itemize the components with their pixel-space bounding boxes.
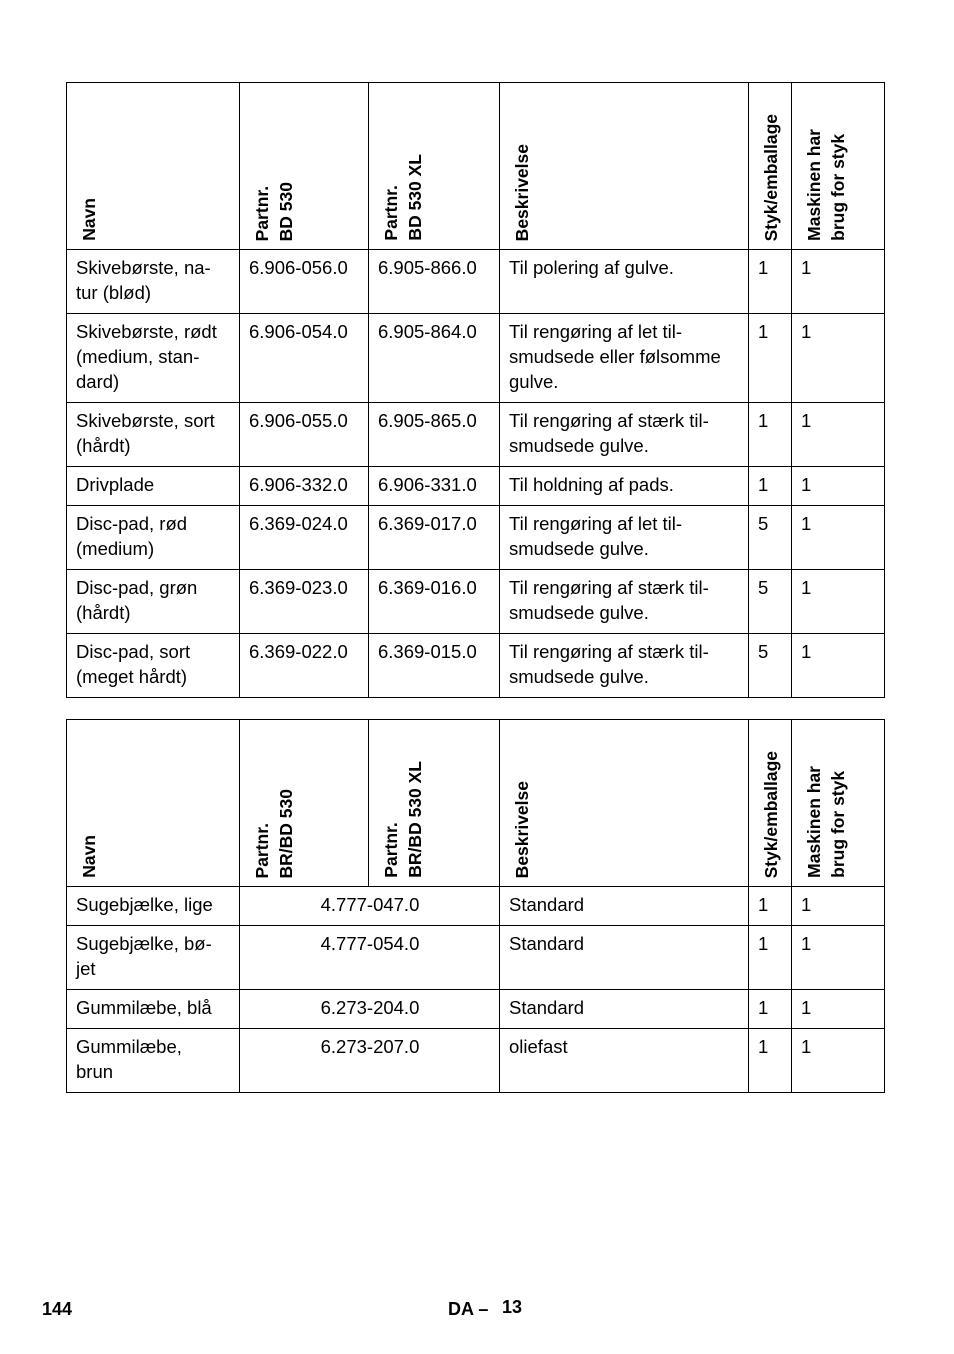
cell-per-pack: 1 [749, 250, 792, 314]
cell-needed: 1 [792, 250, 885, 314]
table-row [67, 403, 885, 467]
cell-description: Til holdning af pads. [500, 467, 749, 506]
cell-name: Gummilæbe, brun [67, 1029, 240, 1093]
cell-description: Standard [500, 926, 749, 990]
header-cell [500, 83, 749, 250]
cell-part-bd530xl: 6.906-331.0 [369, 467, 500, 506]
cell-name: Skivebørste, rødt (medium, stan- dard) [67, 314, 240, 403]
header-cell [749, 83, 792, 250]
cell-per-pack: 1 [749, 926, 792, 990]
table-row [67, 1029, 885, 1093]
cell-per-pack: 5 [749, 570, 792, 634]
cell-part-bd530xl: 6.905-865.0 [369, 403, 500, 467]
table-header-row [67, 83, 885, 250]
table-row [67, 250, 885, 314]
cell-needed: 1 [792, 314, 885, 403]
cell-per-pack: 1 [749, 403, 792, 467]
cell-description: Standard [500, 990, 749, 1029]
table-header-row [67, 720, 885, 887]
header-cell [369, 83, 500, 250]
cell-description: Til rengøring af stærk til- smudsede gulve. [500, 403, 749, 467]
table-body [67, 887, 885, 1093]
header-cell [792, 83, 885, 250]
header-name: Navn [79, 198, 99, 241]
cell-name: Skivebørste, sort (hårdt) [67, 403, 240, 467]
page-number: 144 [42, 1299, 73, 1319]
cell-name: Skivebørste, na- tur (blød) [67, 250, 240, 314]
header-cell [749, 720, 792, 887]
cell-per-pack: 5 [749, 506, 792, 570]
cell-name: Gummilæbe, blå [67, 990, 240, 1029]
header-part-bd530xl: Partnr. BD 530 XL [381, 154, 425, 241]
cell-part-bd530xl: 6.905-866.0 [369, 250, 500, 314]
table-row [67, 314, 885, 403]
cell-description: Til polering af gulve. [500, 250, 749, 314]
header-cell [67, 720, 240, 887]
squeegee-table [66, 719, 885, 1093]
header-cell [792, 720, 885, 887]
cell-needed: 1 [792, 926, 885, 990]
cell-part-bd530: 6.369-022.0 [240, 634, 369, 698]
header-cell [240, 720, 369, 887]
cell-name: Sugebjælke, bø- jet [67, 926, 240, 990]
cell-name: Sugebjælke, lige [67, 887, 240, 926]
header-part-brbd530xl: Partnr. BR/BD 530 XL [381, 761, 425, 878]
cell-per-pack: 1 [749, 314, 792, 403]
cell-part-number: 4.777-047.0 [240, 887, 500, 926]
cell-description: Til rengøring af stærk til- smudsede gulve. [500, 634, 749, 698]
cell-needed: 1 [792, 403, 885, 467]
header-description: Beskrivelse [512, 143, 532, 241]
cell-per-pack: 1 [749, 990, 792, 1029]
table-body [67, 250, 885, 698]
cell-needed: 1 [792, 990, 885, 1029]
table-row [67, 926, 885, 990]
cell-needed: 1 [792, 887, 885, 926]
cell-part-number: 4.777-054.0 [240, 926, 500, 990]
header-per-pack: Styk/emballage [761, 113, 781, 241]
cell-description: Standard [500, 887, 749, 926]
table-row [67, 467, 885, 506]
cell-needed: 1 [792, 1029, 885, 1093]
table-row [67, 634, 885, 698]
cell-description: Til rengøring af stærk til- smudsede gulve. [500, 570, 749, 634]
cell-needed: 1 [792, 506, 885, 570]
cell-name: Drivplade [67, 467, 240, 506]
cell-needed: 1 [792, 634, 885, 698]
cell-description: oliefast [500, 1029, 749, 1093]
header-needed: Maskinen har brug for styk [804, 129, 848, 241]
cell-part-bd530xl: 6.369-015.0 [369, 634, 500, 698]
table-row [67, 506, 885, 570]
cell-part-bd530: 6.906-056.0 [240, 250, 369, 314]
cell-part-number: 6.273-207.0 [240, 1029, 500, 1093]
header-part-brbd530: Partnr. BR/BD 530 [252, 788, 296, 878]
cell-per-pack: 1 [749, 887, 792, 926]
cell-description: Til rengøring af let til- smudsede gulve. [500, 506, 749, 570]
cell-name: Disc-pad, sort (meget hårdt) [67, 634, 240, 698]
header-cell [67, 83, 240, 250]
cell-part-number: 6.273-204.0 [240, 990, 500, 1029]
header-part-bd530: Partnr. BD 530 [252, 181, 296, 241]
cell-part-bd530: 6.906-332.0 [240, 467, 369, 506]
header-cell [240, 83, 369, 250]
cell-part-bd530xl: 6.905-864.0 [369, 314, 500, 403]
cell-name: Disc-pad, rød (medium) [67, 506, 240, 570]
table-row [67, 990, 885, 1029]
cell-part-bd530xl: 6.369-017.0 [369, 506, 500, 570]
header-description: Beskrivelse [512, 780, 532, 878]
cell-per-pack: 1 [749, 1029, 792, 1093]
cell-part-bd530: 6.369-023.0 [240, 570, 369, 634]
header-cell [500, 720, 749, 887]
header-cell [369, 720, 500, 887]
table-row [67, 887, 885, 926]
cell-part-bd530: 6.906-055.0 [240, 403, 369, 467]
header-per-pack: Styk/emballage [761, 750, 781, 878]
cell-part-bd530: 6.369-024.0 [240, 506, 369, 570]
cell-per-pack: 5 [749, 634, 792, 698]
cell-name: Disc-pad, grøn (hårdt) [67, 570, 240, 634]
header-name: Navn [79, 835, 99, 878]
cell-description: Til rengøring af let til- smudsede eller følsomme gulve. [500, 314, 749, 403]
cell-part-bd530xl: 6.369-016.0 [369, 570, 500, 634]
cell-per-pack: 1 [749, 467, 792, 506]
section-page-number: 13 [502, 1297, 523, 1317]
accessories-table [66, 82, 885, 698]
cell-needed: 1 [792, 467, 885, 506]
table-row [67, 570, 885, 634]
cell-needed: 1 [792, 570, 885, 634]
page-section-label: DA – [448, 1299, 489, 1319]
header-needed: Maskinen har brug for styk [804, 766, 848, 878]
cell-part-bd530: 6.906-054.0 [240, 314, 369, 403]
